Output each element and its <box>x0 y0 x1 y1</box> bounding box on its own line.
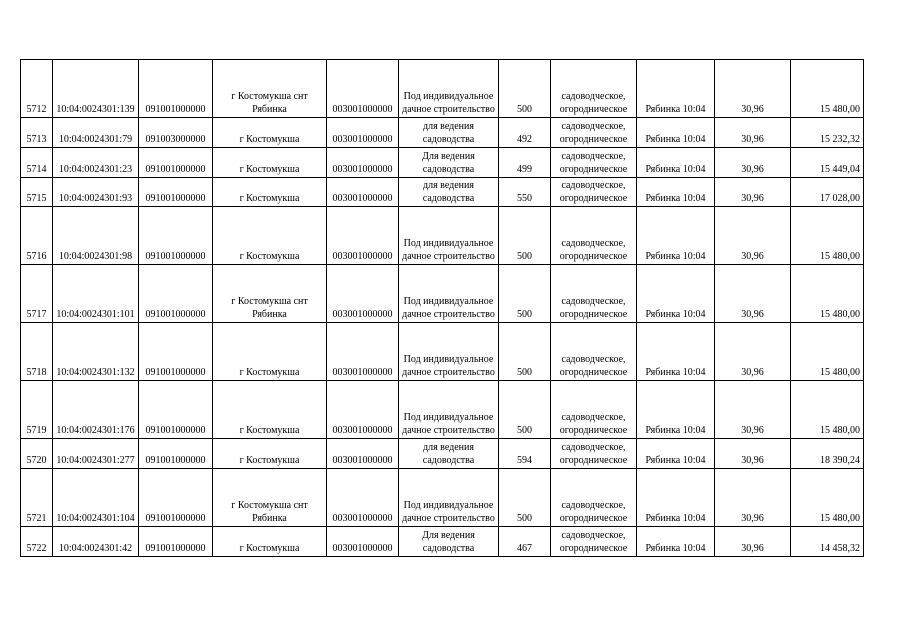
row-number-cell: 5720 <box>21 439 53 469</box>
cadastral-number-cell: 10:04:0024301:23 <box>53 148 139 178</box>
specific-value-cell: 30,96 <box>715 469 791 527</box>
cadastral-number-cell: 10:04:0024301:277 <box>53 439 139 469</box>
table-row <box>21 323 864 381</box>
location-cell: г Костомукша <box>213 118 327 148</box>
cadastral-value-cell: 15 480,00 <box>791 381 864 439</box>
code-cell: 091003000000 <box>139 118 213 148</box>
zone-code-cell: 003001000000 <box>327 60 399 118</box>
specific-value-cell: 30,96 <box>715 265 791 323</box>
cadastral-value-cell: 15 480,00 <box>791 265 864 323</box>
row-number-cell: 5716 <box>21 207 53 265</box>
cadastral-value-cell: 15 449,04 <box>791 148 864 178</box>
cadastral-value-cell: 15 480,00 <box>791 469 864 527</box>
land-category-cell: садоводческое, огородническое <box>551 439 637 469</box>
specific-value-cell: 30,96 <box>715 381 791 439</box>
cadastral-value-cell: 15 232,32 <box>791 118 864 148</box>
location-cell: г Костомукша снт Рябинка <box>213 265 327 323</box>
zone-code-cell: 003001000000 <box>327 178 399 207</box>
location-cell: г Костомукша <box>213 178 327 207</box>
permitted-use-cell: Под индивидуальное дачное строительство <box>399 469 499 527</box>
permitted-use-cell: Для ведения садоводства <box>399 148 499 178</box>
table-row <box>21 265 864 323</box>
location-cell: г Костомукша <box>213 527 327 557</box>
valuation-zone-cell: Рябинка 10:04 <box>637 381 715 439</box>
row-number-cell: 5714 <box>21 148 53 178</box>
code-cell: 091001000000 <box>139 148 213 178</box>
row-number-cell: 5717 <box>21 265 53 323</box>
location-cell: г Костомукша снт Рябинка <box>213 60 327 118</box>
zone-code-cell: 003001000000 <box>327 381 399 439</box>
table-row <box>21 207 864 265</box>
row-number-cell: 5722 <box>21 527 53 557</box>
row-number-cell: 5715 <box>21 178 53 207</box>
specific-value-cell: 30,96 <box>715 439 791 469</box>
cadastral-number-cell: 10:04:0024301:139 <box>53 60 139 118</box>
location-cell: г Костомукша <box>213 381 327 439</box>
table-row <box>21 439 864 469</box>
permitted-use-cell: для ведения садоводства <box>399 439 499 469</box>
specific-value-cell: 30,96 <box>715 178 791 207</box>
row-number-cell: 5713 <box>21 118 53 148</box>
area-cell: 500 <box>499 60 551 118</box>
land-category-cell: садоводческое, огородническое <box>551 207 637 265</box>
valuation-zone-cell: Рябинка 10:04 <box>637 439 715 469</box>
valuation-zone-cell: Рябинка 10:04 <box>637 60 715 118</box>
land-category-cell: садоводческое, огородническое <box>551 118 637 148</box>
location-cell: г Костомукша <box>213 207 327 265</box>
zone-code-cell: 003001000000 <box>327 439 399 469</box>
specific-value-cell: 30,96 <box>715 60 791 118</box>
cadastral-value-cell: 18 390,24 <box>791 439 864 469</box>
code-cell: 091001000000 <box>139 207 213 265</box>
land-category-cell: садоводческое, огородническое <box>551 265 637 323</box>
table-row <box>21 60 864 118</box>
land-parcels-table <box>20 59 864 557</box>
location-cell: г Костомукша <box>213 439 327 469</box>
area-cell: 550 <box>499 178 551 207</box>
valuation-zone-cell: Рябинка 10:04 <box>637 178 715 207</box>
row-number-cell: 5721 <box>21 469 53 527</box>
valuation-zone-cell: Рябинка 10:04 <box>637 207 715 265</box>
permitted-use-cell: для ведения садоводства <box>399 178 499 207</box>
cadastral-number-cell: 10:04:0024301:104 <box>53 469 139 527</box>
code-cell: 091001000000 <box>139 527 213 557</box>
code-cell: 091001000000 <box>139 178 213 207</box>
zone-code-cell: 003001000000 <box>327 118 399 148</box>
area-cell: 467 <box>499 527 551 557</box>
area-cell: 500 <box>499 323 551 381</box>
area-cell: 499 <box>499 148 551 178</box>
table-row <box>21 527 864 557</box>
row-number-cell: 5719 <box>21 381 53 439</box>
code-cell: 091001000000 <box>139 439 213 469</box>
zone-code-cell: 003001000000 <box>327 323 399 381</box>
row-number-cell: 5718 <box>21 323 53 381</box>
valuation-zone-cell: Рябинка 10:04 <box>637 323 715 381</box>
land-category-cell: садоводческое, огородническое <box>551 148 637 178</box>
cadastral-value-cell: 15 480,00 <box>791 207 864 265</box>
table-row <box>21 381 864 439</box>
valuation-zone-cell: Рябинка 10:04 <box>637 118 715 148</box>
location-cell: г Костомукша <box>213 323 327 381</box>
cadastral-number-cell: 10:04:0024301:79 <box>53 118 139 148</box>
specific-value-cell: 30,96 <box>715 527 791 557</box>
cadastral-value-cell: 15 480,00 <box>791 323 864 381</box>
valuation-zone-cell: Рябинка 10:04 <box>637 527 715 557</box>
zone-code-cell: 003001000000 <box>327 527 399 557</box>
cadastral-value-cell: 15 480,00 <box>791 60 864 118</box>
area-cell: 500 <box>499 265 551 323</box>
cadastral-number-cell: 10:04:0024301:98 <box>53 207 139 265</box>
zone-code-cell: 003001000000 <box>327 148 399 178</box>
code-cell: 091001000000 <box>139 469 213 527</box>
permitted-use-cell: Под индивидуальное дачное строительство <box>399 60 499 118</box>
land-category-cell: садоводческое, огородническое <box>551 527 637 557</box>
code-cell: 091001000000 <box>139 60 213 118</box>
code-cell: 091001000000 <box>139 381 213 439</box>
cadastral-value-cell: 14 458,32 <box>791 527 864 557</box>
code-cell: 091001000000 <box>139 323 213 381</box>
land-category-cell: садоводческое, огородническое <box>551 60 637 118</box>
area-cell: 492 <box>499 118 551 148</box>
specific-value-cell: 30,96 <box>715 323 791 381</box>
cadastral-number-cell: 10:04:0024301:42 <box>53 527 139 557</box>
area-cell: 500 <box>499 381 551 439</box>
permitted-use-cell: Под индивидуальное дачное строительство <box>399 323 499 381</box>
valuation-zone-cell: Рябинка 10:04 <box>637 469 715 527</box>
area-cell: 500 <box>499 207 551 265</box>
cadastral-number-cell: 10:04:0024301:132 <box>53 323 139 381</box>
zone-code-cell: 003001000000 <box>327 207 399 265</box>
land-category-cell: садоводческое, огородническое <box>551 469 637 527</box>
permitted-use-cell: Под индивидуальное дачное строительство <box>399 207 499 265</box>
land-category-cell: садоводческое, огородническое <box>551 381 637 439</box>
cadastral-number-cell: 10:04:0024301:93 <box>53 178 139 207</box>
valuation-zone-cell: Рябинка 10:04 <box>637 265 715 323</box>
zone-code-cell: 003001000000 <box>327 469 399 527</box>
location-cell: г Костомукша снт Рябинка <box>213 469 327 527</box>
cadastral-value-cell: 17 028,00 <box>791 178 864 207</box>
area-cell: 500 <box>499 469 551 527</box>
table-body <box>21 60 864 557</box>
area-cell: 594 <box>499 439 551 469</box>
row-number-cell: 5712 <box>21 60 53 118</box>
specific-value-cell: 30,96 <box>715 118 791 148</box>
table-row <box>21 148 864 178</box>
code-cell: 091001000000 <box>139 265 213 323</box>
permitted-use-cell: Под индивидуальное дачное строительство <box>399 265 499 323</box>
permitted-use-cell: Под индивидуальное дачное строительство <box>399 381 499 439</box>
zone-code-cell: 003001000000 <box>327 265 399 323</box>
table-row <box>21 118 864 148</box>
land-category-cell: садоводческое, огородническое <box>551 323 637 381</box>
specific-value-cell: 30,96 <box>715 207 791 265</box>
table-row <box>21 469 864 527</box>
table-row <box>21 178 864 207</box>
land-category-cell: садоводческое, огородническое <box>551 178 637 207</box>
permitted-use-cell: Для ведения садоводства <box>399 527 499 557</box>
location-cell: г Костомукша <box>213 148 327 178</box>
valuation-zone-cell: Рябинка 10:04 <box>637 148 715 178</box>
cadastral-number-cell: 10:04:0024301:101 <box>53 265 139 323</box>
permitted-use-cell: для ведения садоводства <box>399 118 499 148</box>
cadastral-number-cell: 10:04:0024301:176 <box>53 381 139 439</box>
specific-value-cell: 30,96 <box>715 148 791 178</box>
